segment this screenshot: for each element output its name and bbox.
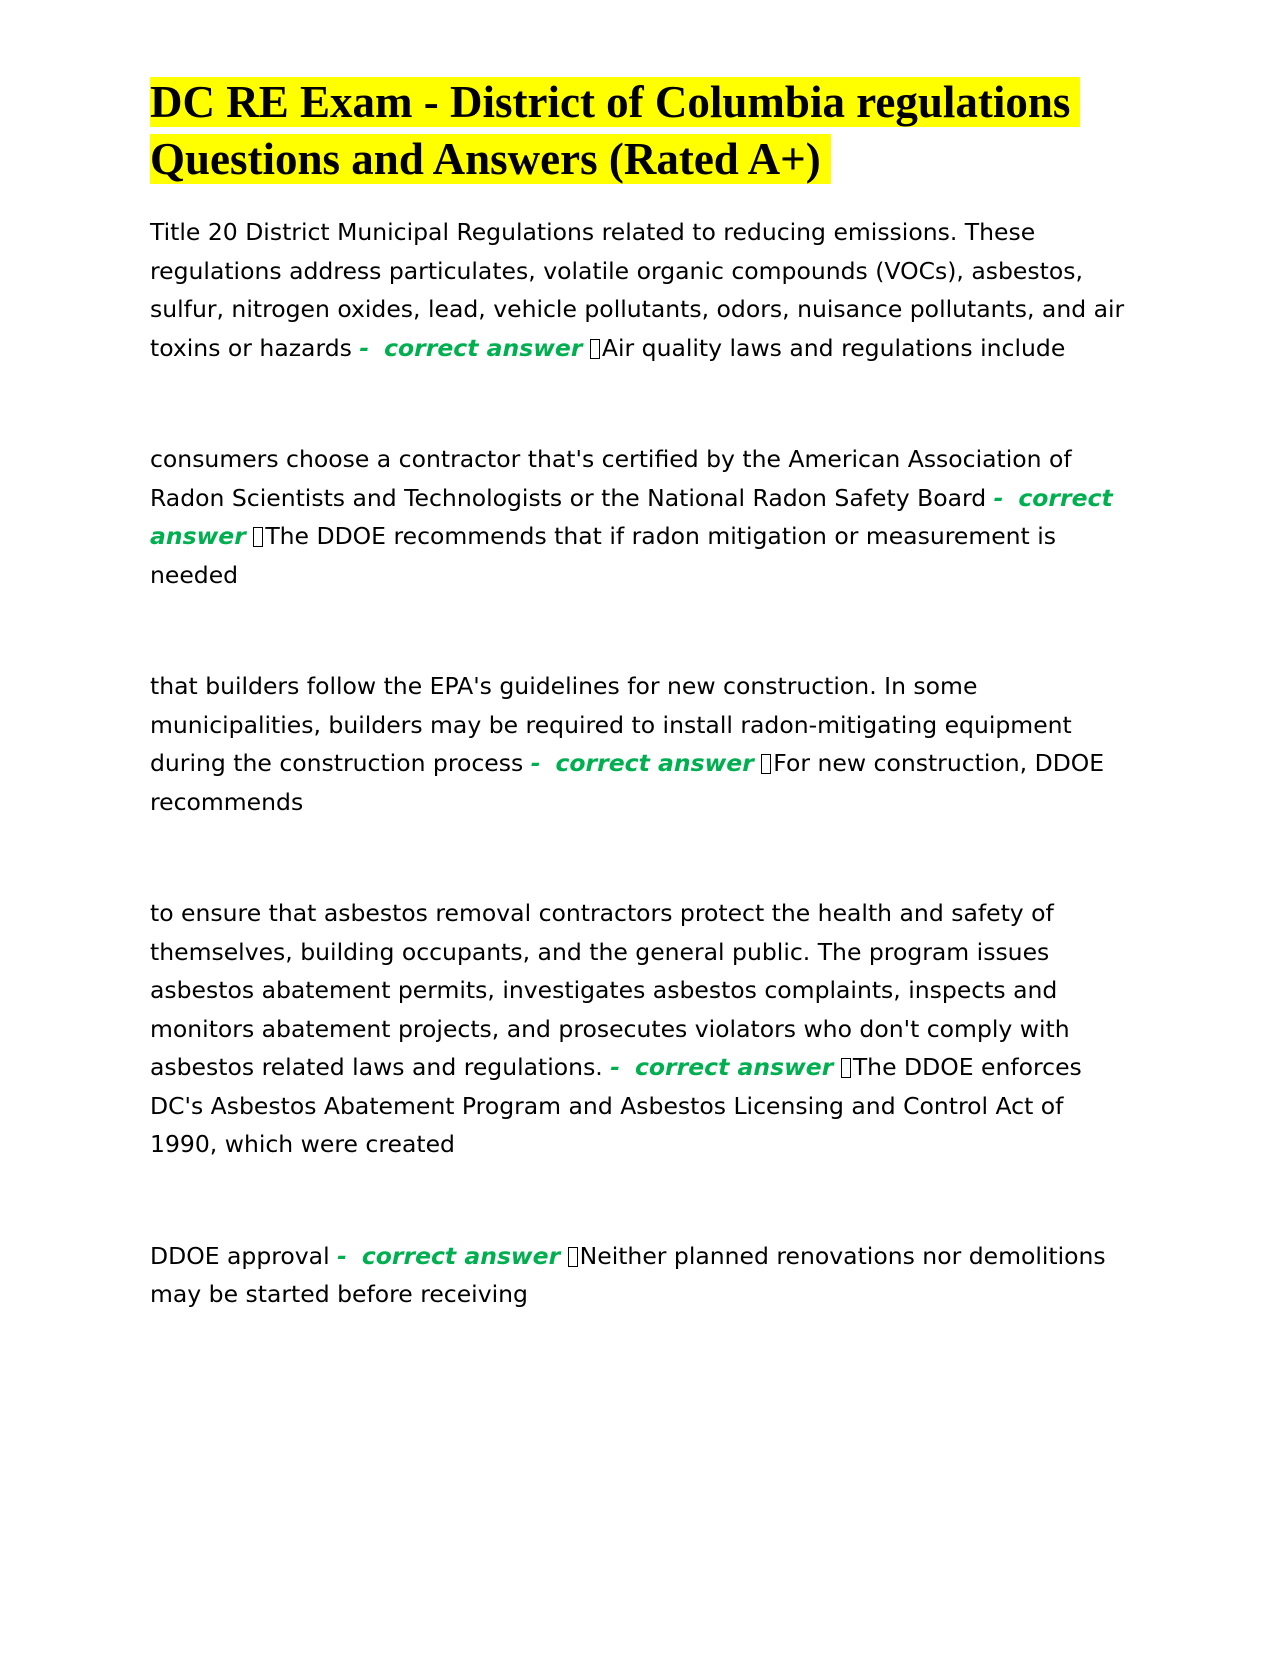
- question-text: to ensure that asbestos removal contractors protect the health and safety of themselves, building occupants, and the general public. The program issues asbestos abatement permits, investigates asbestos complaints, inspects and monitors abatement projects, and prosecutes violators who don't comply with asbestos related laws and regulations.: [150, 899, 1070, 1081]
- question-text: consumers choose a contractor that's certified by the American Association of Radon Scientists and Technologists or the National Radon Safety Board: [150, 445, 1072, 512]
- answer-text: For new construction, DDOE recommends: [150, 749, 1105, 816]
- missing-glyph-icon: [841, 1058, 851, 1078]
- document-title: [150, 74, 1130, 188]
- document-title-text: DC RE Exam - District of Columbia regulations Questions and Answers (Rated A+): [150, 77, 1080, 184]
- answer-label: correct answer: [555, 749, 754, 777]
- question-text: DDOE approval: [150, 1241, 330, 1270]
- qa-item: [150, 1237, 1130, 1314]
- qa-item: [150, 667, 1130, 821]
- answer-marker: -: [610, 1053, 621, 1081]
- answer-marker: -: [359, 333, 370, 362]
- answer-marker: -: [530, 749, 541, 777]
- answer-text: The DDOE enforces DC's Asbestos Abatement Program and Asbestos Licensing and Control Act of 1990, which were created: [150, 1053, 1082, 1158]
- question-text: Title 20 District Municipal Regulations related to reducing emissions. These regulations address particulates, volatile organic compounds (VOCs), asbestos, sulfur, nitrogen oxides, lead, vehicle pollutants, odors, nuisance pollutants, and air toxins or hazards: [150, 218, 1125, 362]
- answer-text: The DDOE recommends that if radon mitigation or measurement is needed: [150, 522, 1057, 589]
- missing-glyph-icon: [761, 754, 771, 774]
- answer-marker: -: [337, 1241, 347, 1270]
- qa-item: [150, 213, 1130, 367]
- answer-label: correct answer: [384, 333, 583, 362]
- answer-marker: -: [993, 483, 1004, 512]
- qa-item: [150, 440, 1130, 594]
- answer-label: correct answer: [150, 483, 1113, 550]
- missing-glyph-icon: [568, 1247, 578, 1267]
- missing-glyph-icon: [253, 527, 263, 547]
- answer-label: correct answer: [634, 1053, 834, 1081]
- document-page: [150, 74, 1130, 1314]
- answer-label: correct answer: [361, 1241, 561, 1270]
- qa-item: [150, 894, 1130, 1164]
- answer-text: Neither planned renovations nor demolitions may be started before receiving: [150, 1241, 1106, 1308]
- missing-glyph-icon: [590, 339, 600, 359]
- answer-text: Air quality laws and regulations include: [601, 333, 1066, 362]
- question-text: that builders follow the EPA's guidelines for new construction. In some municipalities, builders may be required to install radon-mitigating equipment during the construction process: [150, 672, 1072, 777]
